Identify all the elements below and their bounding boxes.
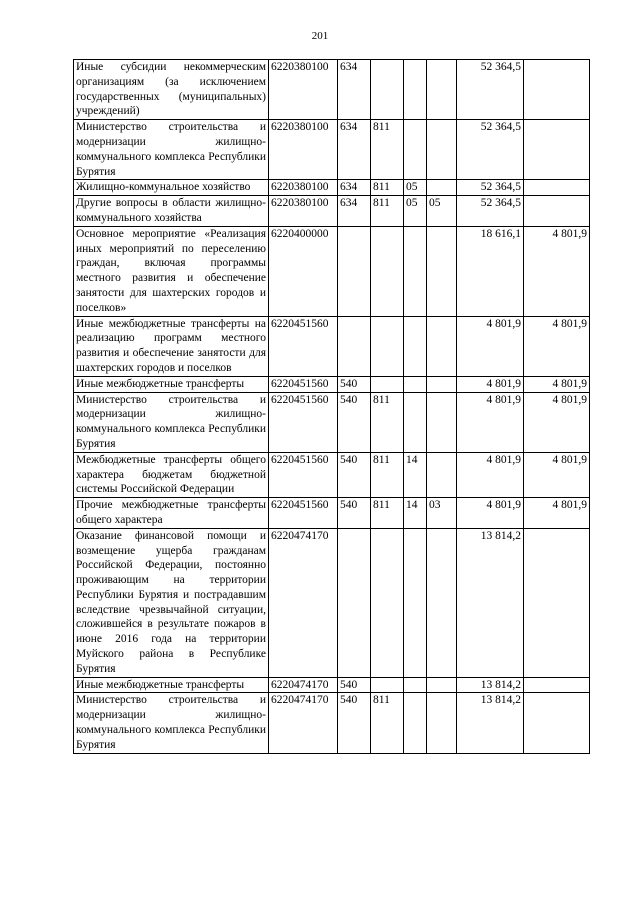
table-row [74, 528, 590, 677]
section-cell: 811 [371, 392, 404, 452]
grbs-cell [338, 226, 371, 316]
amount-year2-cell [524, 196, 590, 227]
subsection-cell [404, 120, 427, 180]
grbs-cell [338, 316, 371, 376]
row-name-cell: Иные межбюджетные трансферты [74, 376, 269, 392]
expense-type-cell [427, 528, 457, 677]
grbs-cell: 634 [338, 120, 371, 180]
amount-year2-cell: 4 801,9 [524, 226, 590, 316]
table-row [74, 376, 590, 392]
amount-year2-cell [524, 60, 590, 120]
table-row [74, 452, 590, 497]
table-row [74, 316, 590, 376]
page-number: 201 [311, 30, 329, 42]
expense-type-cell [427, 180, 457, 196]
target-code-cell: 6220451560 [269, 376, 338, 392]
subsection-cell [404, 677, 427, 693]
table-row [74, 180, 590, 196]
subsection-cell [404, 316, 427, 376]
row-name-cell: Иные субсидии некоммерческим организациям (за исключением государственных (муниципальных) учреждений) [74, 60, 269, 120]
subsection-cell: 05 [404, 196, 427, 227]
target-code-cell: 6220380100 [269, 60, 338, 120]
subsection-cell [404, 693, 427, 753]
expense-type-cell [427, 677, 457, 693]
subsection-cell [404, 376, 427, 392]
table-body [74, 60, 590, 754]
expense-type-cell [427, 316, 457, 376]
expense-type-cell: 03 [427, 498, 457, 529]
expense-type-cell: 05 [427, 196, 457, 227]
target-code-cell: 6220380100 [269, 120, 338, 180]
expense-type-cell [427, 120, 457, 180]
target-code-cell: 6220380100 [269, 196, 338, 227]
target-code-cell: 6220451560 [269, 498, 338, 529]
amount-year2-cell: 4 801,9 [524, 452, 590, 497]
row-name-cell: Министерство строительства и модернизации жилищно-коммунального комплекса Республики Бурятия [74, 392, 269, 452]
amount-year2-cell [524, 120, 590, 180]
amount-year2-cell: 4 801,9 [524, 316, 590, 376]
row-name-cell: Министерство строительства и модернизации жилищно-коммунального комплекса Республики Бурятия [74, 120, 269, 180]
row-name-cell: Межбюджетные трансферты общего характера бюджетам бюджетной системы Российской Федерации [74, 452, 269, 497]
amount-year1-cell: 18 616,1 [457, 226, 524, 316]
target-code-cell: 6220474170 [269, 677, 338, 693]
grbs-cell: 634 [338, 180, 371, 196]
row-name-cell: Жилищно-коммунальное хозяйство [74, 180, 269, 196]
table-row [74, 693, 590, 753]
target-code-cell: 6220451560 [269, 452, 338, 497]
amount-year1-cell: 4 801,9 [457, 498, 524, 529]
amount-year1-cell: 52 364,5 [457, 180, 524, 196]
section-cell: 811 [371, 196, 404, 227]
target-code-cell: 6220474170 [269, 693, 338, 753]
section-cell [371, 376, 404, 392]
section-cell: 811 [371, 693, 404, 753]
grbs-cell: 540 [338, 452, 371, 497]
row-name-cell: Прочие межбюджетные трансферты общего характера [74, 498, 269, 529]
grbs-cell: 540 [338, 677, 371, 693]
section-cell [371, 316, 404, 376]
grbs-cell: 634 [338, 60, 371, 120]
amount-year2-cell [524, 180, 590, 196]
amount-year1-cell: 52 364,5 [457, 196, 524, 227]
subsection-cell [404, 226, 427, 316]
row-name-cell: Иные межбюджетные трансферты [74, 677, 269, 693]
subsection-cell [404, 60, 427, 120]
grbs-cell: 540 [338, 498, 371, 529]
expense-type-cell [427, 60, 457, 120]
table-row [74, 196, 590, 227]
table-row [74, 226, 590, 316]
section-cell [371, 528, 404, 677]
grbs-cell: 540 [338, 392, 371, 452]
amount-year2-cell: 4 801,9 [524, 392, 590, 452]
row-name-cell: Оказание финансовой помощи и возмещение ущерба гражданам Российской Федерации, постоянно проживающим на территории Республики Бурятия и пострадавшим вследствие чрезвычайной ситуации, сложившейся в результате пожаров в июне 2016 года на территории Муйского района в Республике Бурятия [74, 528, 269, 677]
row-name-cell: Основное мероприятие «Реализация иных мероприятий по переселению граждан, включая программы местного развития и обеспечение занятости для шахтерских городов и поселков» [74, 226, 269, 316]
section-cell: 811 [371, 452, 404, 497]
amount-year2-cell: 4 801,9 [524, 376, 590, 392]
amount-year2-cell [524, 677, 590, 693]
row-name-cell: Министерство строительства и модернизации жилищно-коммунального комплекса Республики Бурятия [74, 693, 269, 753]
target-code-cell: 6220451560 [269, 392, 338, 452]
grbs-cell [338, 528, 371, 677]
subsection-cell [404, 528, 427, 677]
row-name-cell: Другие вопросы в области жилищно-коммунального хозяйства [74, 196, 269, 227]
expense-type-cell [427, 226, 457, 316]
amount-year2-cell [524, 528, 590, 677]
amount-year1-cell: 4 801,9 [457, 376, 524, 392]
target-code-cell: 6220451560 [269, 316, 338, 376]
amount-year1-cell: 52 364,5 [457, 120, 524, 180]
subsection-cell: 05 [404, 180, 427, 196]
section-cell: 811 [371, 120, 404, 180]
section-cell [371, 677, 404, 693]
grbs-cell: 634 [338, 196, 371, 227]
amount-year1-cell: 13 814,2 [457, 693, 524, 753]
budget-table [73, 59, 590, 754]
section-cell [371, 60, 404, 120]
amount-year1-cell: 13 814,2 [457, 528, 524, 677]
subsection-cell [404, 392, 427, 452]
expense-type-cell [427, 693, 457, 753]
table-row [74, 498, 590, 529]
amount-year1-cell: 4 801,9 [457, 392, 524, 452]
subsection-cell: 14 [404, 498, 427, 529]
target-code-cell: 6220400000 [269, 226, 338, 316]
grbs-cell: 540 [338, 693, 371, 753]
expense-type-cell [427, 392, 457, 452]
table-row [74, 60, 590, 120]
target-code-cell: 6220380100 [269, 180, 338, 196]
amount-year2-cell [524, 693, 590, 753]
section-cell: 811 [371, 498, 404, 529]
table-row [74, 120, 590, 180]
amount-year1-cell: 4 801,9 [457, 316, 524, 376]
expense-type-cell [427, 376, 457, 392]
target-code-cell: 6220474170 [269, 528, 338, 677]
expense-type-cell [427, 452, 457, 497]
amount-year1-cell: 13 814,2 [457, 677, 524, 693]
amount-year2-cell: 4 801,9 [524, 498, 590, 529]
amount-year1-cell: 52 364,5 [457, 60, 524, 120]
subsection-cell: 14 [404, 452, 427, 497]
grbs-cell: 540 [338, 376, 371, 392]
row-name-cell: Иные межбюджетные трансферты на реализацию программ местного развития и обеспечение занятости для шахтерских городов и поселков [74, 316, 269, 376]
table-row [74, 392, 590, 452]
table-row [74, 677, 590, 693]
section-cell: 811 [371, 180, 404, 196]
section-cell [371, 226, 404, 316]
amount-year1-cell: 4 801,9 [457, 452, 524, 497]
